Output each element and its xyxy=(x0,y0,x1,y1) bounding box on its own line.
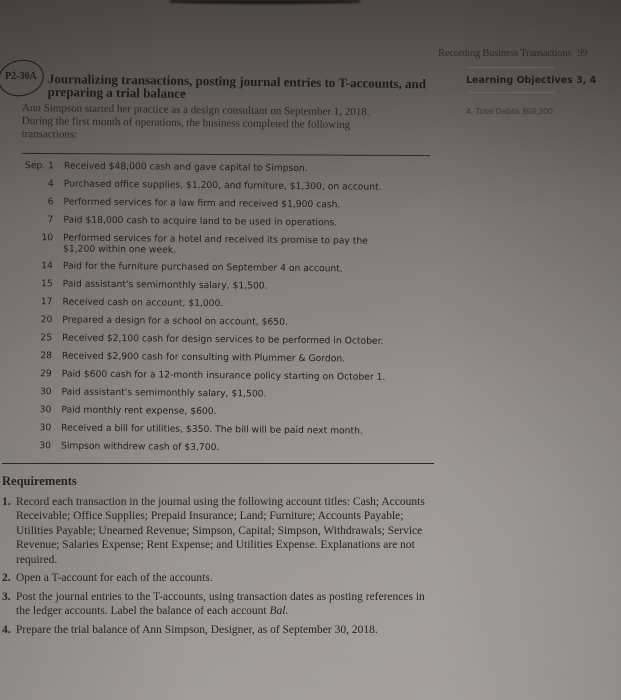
requirement-item xyxy=(2,623,432,638)
requirements-section xyxy=(2,474,432,641)
tx-date: 30 xyxy=(39,440,52,452)
list-item xyxy=(15,440,435,462)
requirement-number: 3. xyxy=(2,590,11,603)
requirement-item xyxy=(2,571,432,586)
requirement-text: Record each transaction in the journal using the following account titles: Cash; Accounts Receivable; Office Supplies; Prepaid Insurance; Land; Furniture; Accounts Payable; Utilities Payable; Unearned Revenue; Simpson, Capital; Simpson, Withdrawals; Service Revenue; Salaries Expense; Rent Expense; and Utilities Expense. Explanations are not required. xyxy=(16,495,425,566)
tx-text: Received $48,000 cash and gave capital to Simpson. xyxy=(63,160,308,175)
book-edge-shadow xyxy=(170,0,360,4)
requirement-text-wrapper xyxy=(16,590,432,619)
tx-text: Received $2,900 cash for consulting with Plummer & Gordon. xyxy=(61,350,346,365)
running-head xyxy=(438,48,587,59)
tx-date: 25 xyxy=(40,332,53,344)
requirement-number: 1. xyxy=(2,495,11,508)
requirement-text: Post the journal entries to the T-accounts, using transaction dates as posting references in the ledger accounts. Label the balance of each account xyxy=(16,590,425,617)
tx-text: Performed services for a law firm and received $1,900 cash. xyxy=(63,196,341,211)
tx-date: 30 xyxy=(39,386,52,398)
tx-date: 7 xyxy=(47,214,54,226)
tx-text: Paid $18,000 cash to acquire land to be used in operations. xyxy=(63,214,338,229)
tx-date: 28 xyxy=(40,350,53,362)
requirement-text: Open a T-account for each of the accounts. xyxy=(16,572,213,584)
problem-intro: Ann Simpson started her practice as a design consultant on September 1, 2018. During the first month of operations, the business completed the following transactions: xyxy=(21,102,370,141)
problem-title: Journalizing transactions, posting journal entries to T-accounts, and preparing a trial balance xyxy=(47,71,427,101)
tx-date: 29 xyxy=(40,368,52,380)
requirement-item xyxy=(2,590,432,619)
tx-text: Prepared a design for a school on account, $650. xyxy=(62,314,288,328)
requirement-number: 2. xyxy=(2,572,11,584)
tx-text: Received a bill for utilities, $350. The bill will be paid next month. xyxy=(61,422,363,437)
learning-objectives: Learning Objectives 3, 4 xyxy=(466,75,597,86)
tx-date: 6 xyxy=(47,196,54,208)
tx-date: 17 xyxy=(40,296,53,308)
tx-date: 10 xyxy=(41,232,54,244)
tx-date: 14 xyxy=(41,260,53,272)
tx-text: Purchased office supplies, $1,200, and furniture, $1,300, on account. xyxy=(63,178,382,193)
tx-date: 4 xyxy=(47,178,54,190)
tx-text: Received cash on account, $1,000. xyxy=(62,296,224,310)
tx-text: Simpson withdrew cash of $3,700. xyxy=(60,440,220,454)
top-rule xyxy=(22,153,430,156)
divider xyxy=(468,92,554,93)
tx-text: Paid for the furniture purchased on September 4 on account. xyxy=(62,260,343,275)
requirement-number: 4. xyxy=(2,623,11,636)
tx-text: Received $2,100 cash for design services to be performed in October. xyxy=(62,332,384,347)
tx-date: 20 xyxy=(40,314,53,326)
tx-text: Paid assistant's semimonthly salary, $1,500. xyxy=(61,386,267,400)
page-number: 99 xyxy=(577,48,588,59)
tx-date: 30 xyxy=(39,422,52,434)
tx-date: 15 xyxy=(40,278,53,290)
tx-text: Paid assistant's semimonthly salary, $1,500. xyxy=(62,278,268,292)
tx-text: Paid monthly rent expense, $600. xyxy=(61,404,217,418)
tx-text: Performed services for a hotel and received its promise to pay the $1,200 within one week. xyxy=(63,232,368,256)
tx-date: 30 xyxy=(39,404,52,416)
divider xyxy=(468,67,554,68)
requirement-item xyxy=(2,495,432,568)
emphasis-text: Bal. xyxy=(269,605,289,617)
transaction-list xyxy=(15,160,438,462)
check-figure: 4. Total Debits $58,300 xyxy=(466,106,553,116)
chapter-title: Recording Business Transactions xyxy=(438,48,572,59)
list-item xyxy=(17,232,437,264)
tx-text: Paid $600 cash for a 12-month insurance policy starting on October 1. xyxy=(61,368,386,383)
requirements-heading: Requirements xyxy=(2,474,77,488)
bottom-rule xyxy=(2,463,434,464)
requirement-text: Prepare the trial balance of Ann Simpson, Designer, as of September 30, 2018. xyxy=(16,623,378,636)
problem-number: P2-30A xyxy=(5,71,37,82)
tx-date: Sep. 1 xyxy=(24,160,54,172)
